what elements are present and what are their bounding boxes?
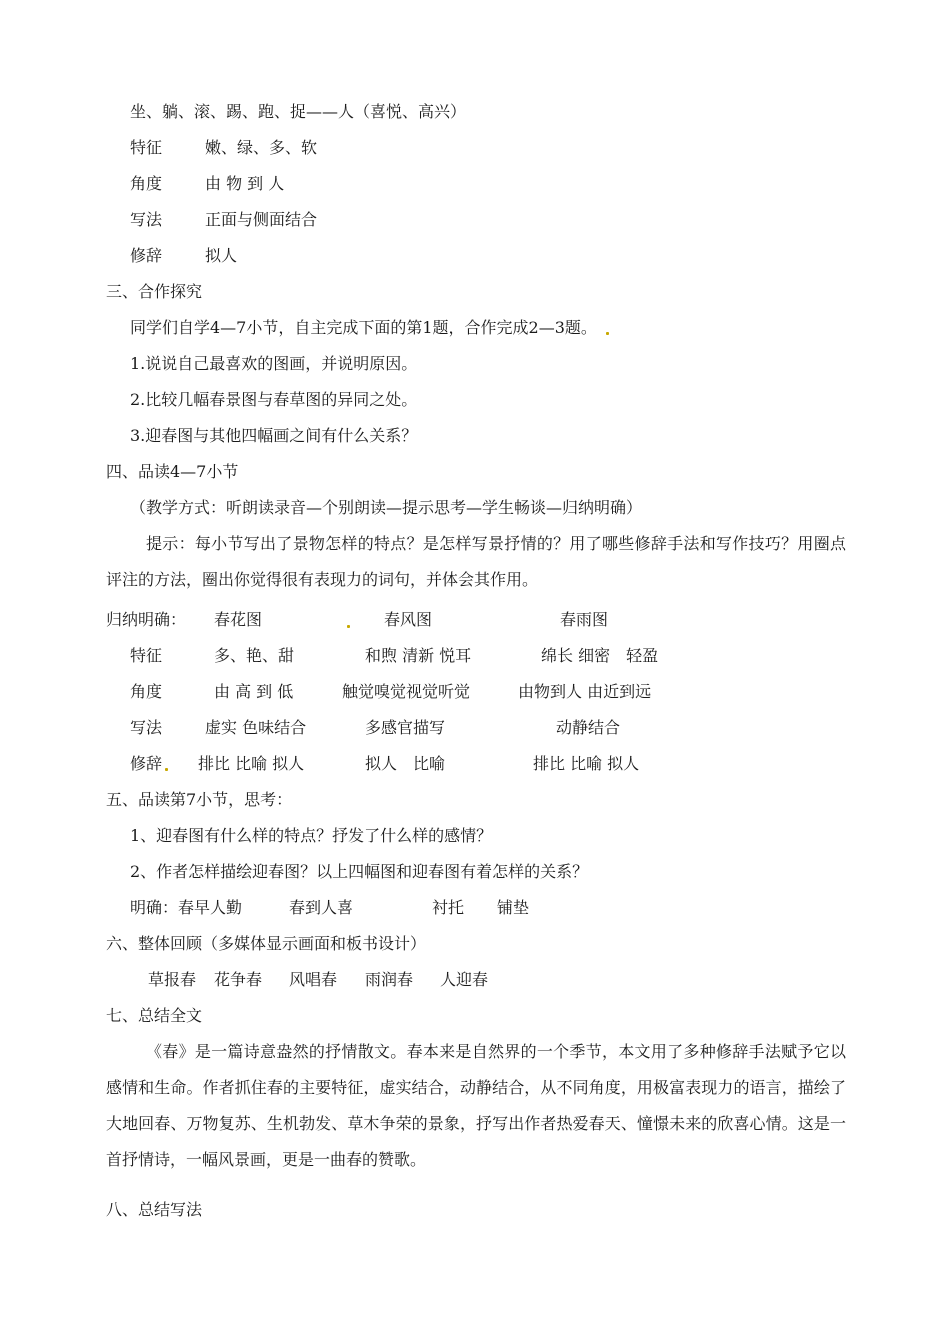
- section4-hint: 提示：每小节写出了景物怎样的特点？是怎样写景抒情的？用了哪些修辞手法和写作技巧？用圈点评注的方法，圈出你觉得很有表现力的词句，并体会其作用。: [106, 534, 846, 589]
- section4-row-label: 角度: [130, 682, 163, 701]
- section7-heading: 七、总结全文: [106, 1006, 203, 1025]
- section4-cell: 虚实 色味结合: [205, 718, 307, 737]
- section4-cell: 由 高 到 低: [214, 682, 294, 701]
- section4-cell: 触觉嗅觉视觉听觉: [342, 682, 471, 701]
- block1-row-value: 嫩、绿、多、软: [205, 138, 318, 157]
- section5-answer: 春到人喜: [289, 898, 354, 917]
- section4-column-header: 春雨图: [560, 610, 609, 629]
- section5-answer: 明确：春早人勤: [130, 898, 243, 917]
- section4-heading: 四、品读4—7小节: [106, 462, 239, 481]
- section8-heading: 八、总结写法: [106, 1200, 203, 1219]
- block1-row-value: 正面与侧面结合: [205, 210, 318, 229]
- section4-cell: 多、艳、甜: [214, 646, 295, 665]
- section6-item: 人迎春: [440, 970, 489, 989]
- section6-item: 风唱春: [289, 970, 338, 989]
- section4-cell: 多感官描写: [365, 718, 446, 737]
- block1-row-label: 角度: [130, 174, 163, 193]
- section4-cell: 排比 比喻 拟人: [533, 754, 640, 773]
- block1-row-value: 拟人: [205, 246, 238, 265]
- section6-item: 花争春: [214, 970, 263, 989]
- section3-question: 3.迎春图与其他四幅画之间有什么关系？: [130, 426, 418, 445]
- section4-method: （教学方式：听朗读录音—个别朗读—提示思考—学生畅谈—归纳明确）: [130, 498, 643, 517]
- section3-intro: 同学们自学4—7小节，自主完成下面的第1题，合作完成2—3题。: [130, 318, 597, 337]
- decorative-dot: [606, 332, 609, 335]
- decorative-dot: [165, 768, 168, 771]
- block1-row-label: 写法: [130, 210, 163, 229]
- section4-cell: 和煦 清新 悦耳: [365, 646, 472, 665]
- section4-column-header: 春风图: [384, 610, 433, 629]
- section5-question: 2、作者怎样描绘迎春图？以上四幅图和迎春图有着怎样的关系？: [130, 862, 589, 881]
- section4-cell: 绵长 细密 轻盈: [541, 646, 659, 665]
- section5-answer: 衬托: [432, 898, 465, 917]
- block1-row-label: 特征: [130, 138, 163, 157]
- section6-item: 雨润春: [365, 970, 414, 989]
- section5-heading: 五、品读第7小节，思考：: [106, 790, 293, 809]
- decorative-dot: [347, 625, 350, 628]
- block1-title-line: 坐、躺、滚、踢、跑、捉——人（喜悦、高兴）: [130, 102, 467, 121]
- block1-row-label: 修辞: [130, 246, 163, 265]
- section3-heading: 三、合作探究: [106, 282, 203, 301]
- section4-row-label: 特征: [130, 646, 163, 665]
- section5-question: 1、迎春图有什么样的特点？抒发了什么样的感情？: [130, 826, 493, 845]
- section4-cell: 动静结合: [556, 718, 621, 737]
- section5-answer: 铺垫: [497, 898, 530, 917]
- section4-cell: 拟人 比喻: [365, 754, 446, 773]
- block1-row-value: 由 物 到 人: [205, 174, 285, 193]
- section6-heading: 六、整体回顾（多媒体显示画面和板书设计）: [106, 934, 427, 953]
- section3-question: 2.比较几幅春景图与春草图的异同之处。: [130, 390, 418, 409]
- section4-column-header: 春花图: [214, 610, 263, 629]
- section4-summary-label: 归纳明确：: [106, 610, 187, 629]
- section4-cell: 由物到人 由近到远: [518, 682, 652, 701]
- section6-item: 草报春: [148, 970, 197, 989]
- section7-text: 《春》是一篇诗意盎然的抒情散文。春本来是自然界的一个季节，本文用了多种修辞手法赋予它以感情和生命。作者抓住春的主要特征，虚实结合，动静结合，从不同角度，用极富表现力的语言，描绘了大地回春、万物复苏、生机勃发、草木争荣的景象，抒写出作者热爱春天、憧憬未来的欣喜心情。这是一首抒情诗，一幅风景画，更是一曲春的赞歌。: [106, 1042, 846, 1169]
- section4-row-label: 写法: [130, 718, 163, 737]
- section4-cell: 排比 比喻 拟人: [198, 754, 305, 773]
- section4-row-label: 修辞: [130, 754, 163, 773]
- section3-question: 1.说说自己最喜欢的图画，并说明原因。: [130, 354, 418, 373]
